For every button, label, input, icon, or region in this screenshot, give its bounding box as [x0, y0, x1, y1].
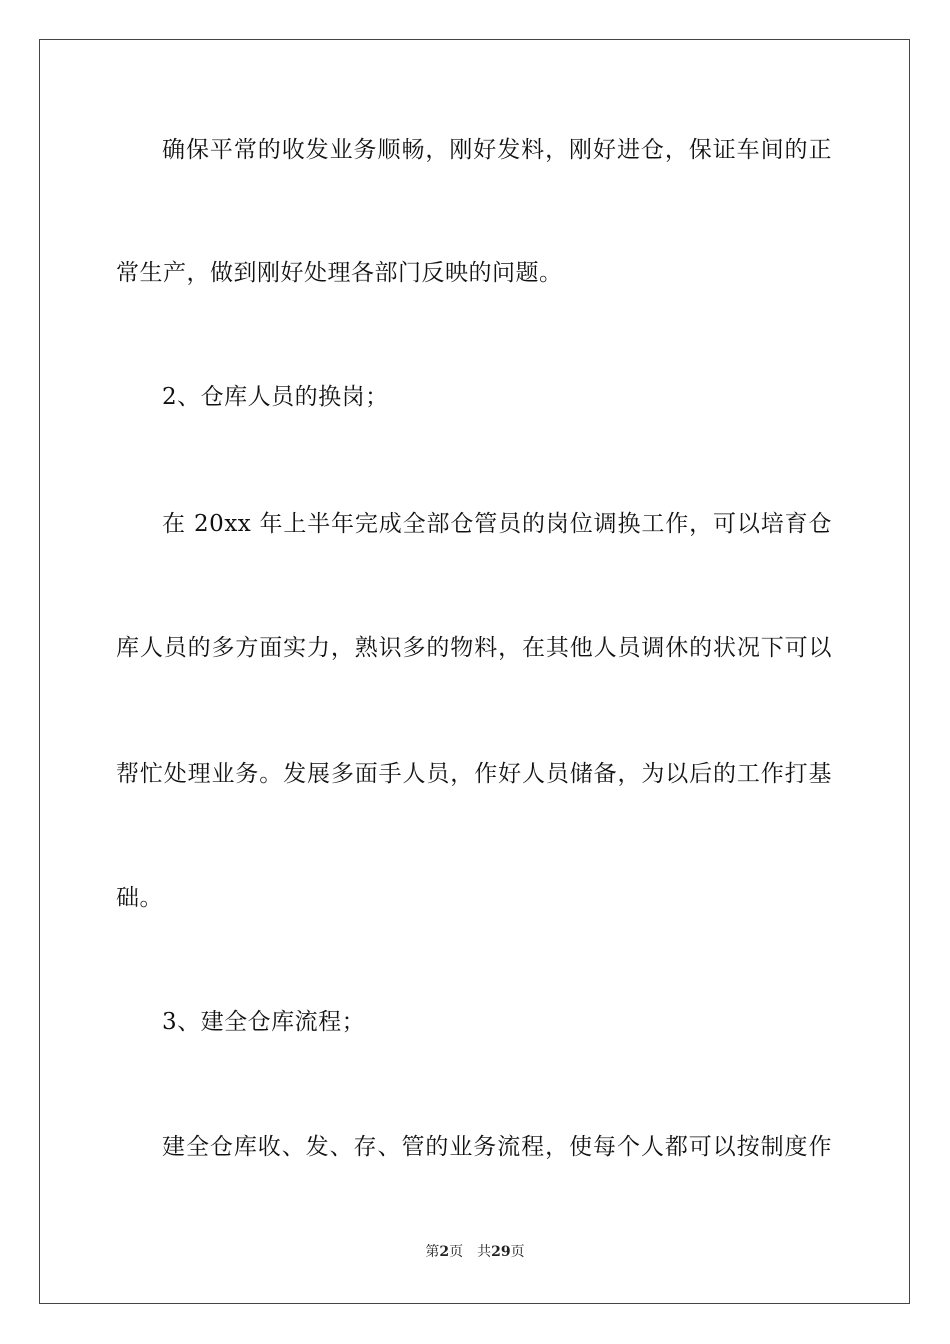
body-line-5: 帮忙处理业务。发展多面手人员，作好人员储备，为以后的工作打基 — [116, 761, 832, 787]
page-border — [39, 39, 910, 1304]
body-line-6: 础。 — [116, 885, 163, 911]
body-line-2: 常生产，做到刚好处理各部门反映的问题。 — [116, 260, 563, 286]
footer-total-unit: 页 — [510, 1244, 525, 1260]
body-line-4: 库人员的多方面实力，熟识多的物料，在其他人员调休的状况下可以 — [116, 635, 832, 661]
heading-item-3: 3、建全仓库流程； — [162, 1009, 366, 1035]
footer-total-prefix: 共 — [477, 1244, 492, 1260]
footer-total-pages: 29 — [491, 1244, 511, 1260]
footer-page-unit: 页 — [449, 1244, 464, 1260]
body-line-3: 在 20xx 年上半年完成全部仓管员的岗位调换工作，可以培育仓 — [162, 511, 832, 537]
footer-page-number: 2 — [439, 1244, 450, 1260]
page-footer — [0, 1243, 950, 1261]
footer-page-prefix: 第 — [425, 1244, 440, 1260]
body-line-1: 确保平常的收发业务顺畅，刚好发料，刚好进仓，保证车间的正 — [162, 137, 832, 163]
heading-item-2: 2、仓库人员的换岗； — [162, 384, 389, 410]
body-line-7: 建全仓库收、发、存、管的业务流程，使每个人都可以按制度作 — [162, 1134, 832, 1160]
